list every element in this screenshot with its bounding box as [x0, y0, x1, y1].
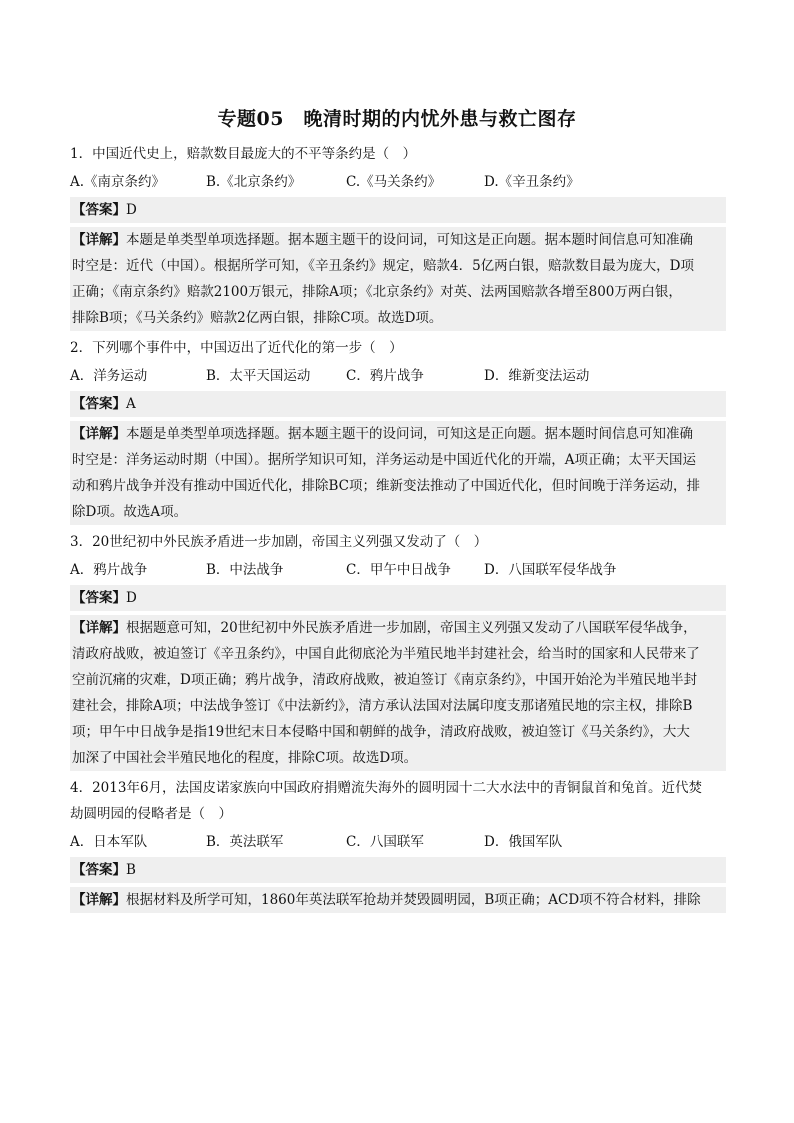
option-c: C．鸦片战争	[346, 368, 424, 384]
option-d: D．维新变法运动	[484, 368, 590, 384]
answer-label: 【答案】	[72, 862, 126, 878]
answer-box	[70, 585, 726, 611]
question-stem: 4．2013年6月，法国皮诺家族向中国政府捐赠流失海外的圆明园十二大水法中的青铜鼠首和兔首。近代焚	[70, 780, 703, 796]
answer-value: B	[126, 862, 136, 878]
detail-line: 时空是：洋务运动时期（中国）。据所学知识可知，洋务运动是中国近代化的开端，A项正确；太平天国运	[72, 452, 696, 468]
answer-value: A	[126, 396, 136, 412]
answer-box	[70, 391, 726, 417]
detail-label: 【详解】	[72, 232, 126, 248]
question-options	[70, 362, 726, 390]
question-1	[70, 141, 726, 331]
option-a: A．鸦片战争	[70, 562, 148, 578]
option-c: C．甲午中日战争	[346, 562, 451, 578]
option-b: B．中法战争	[206, 562, 284, 578]
detail-label: 【详解】	[72, 620, 126, 636]
answer-box	[70, 197, 726, 223]
detail-line: 项；甲午中日战争是指19世纪末日本侵略中国和朝鲜的战争，清政府战败，被迫签订《马关条约》，大大	[72, 724, 690, 740]
detail-label: 【详解】	[72, 426, 126, 442]
option-a: A．日本军队	[70, 834, 148, 850]
option-b: B.《北京条约》	[206, 174, 302, 190]
detail-line: 根据题意可知，20世纪初中外民族矛盾进一步加剧，帝国主义列强又发动了八国联军侵华战争，	[126, 620, 697, 636]
detail-label: 【详解】	[72, 892, 126, 908]
answer-label: 【答案】	[72, 202, 126, 218]
detail-line: 加深了中国社会半殖民地化的程度，排除C项。故选D项。	[72, 750, 418, 766]
detail-line: 清政府战败，被迫签订《辛丑条约》，中国自此彻底沦为半殖民地半封建社会，给当时的国家和人民带来了	[72, 646, 700, 662]
option-d: D．俄国军队	[484, 834, 563, 850]
detail-box	[70, 615, 726, 771]
question-3	[70, 529, 726, 771]
option-a: A．洋务运动	[70, 368, 148, 384]
option-c: C．八国联军	[346, 834, 424, 850]
option-b: B．英法联军	[206, 834, 284, 850]
answer-label: 【答案】	[72, 590, 126, 606]
answer-value: D	[126, 202, 137, 218]
detail-box	[70, 887, 726, 913]
question-options	[70, 556, 726, 584]
option-a: A.《南京条约》	[70, 174, 166, 190]
question-stem: 1．中国近代史上，赔款数目最庞大的不平等条约是（ ）	[70, 146, 417, 162]
answer-label: 【答案】	[72, 396, 126, 412]
question-stem: 2．下列哪个事件中，中国迈出了近代化的第一步（ ）	[70, 340, 403, 356]
detail-line: 时空是：近代（中国）。根据所学可知，《辛丑条约》规定，赔款4．5亿两白银，赔款数目最为庞大，D项	[72, 258, 695, 274]
detail-line: 排除B项；《马关条约》赔款2亿两白银，排除C项。故选D项。	[72, 310, 443, 326]
answer-value: D	[126, 590, 137, 606]
option-b: B．太平天国运动	[206, 368, 311, 384]
answer-box	[70, 857, 726, 883]
question-options	[70, 828, 726, 856]
option-d: D．八国联军侵华战争	[484, 562, 617, 578]
detail-line: 本题是单类型单项选择题。据本题主题干的设问词，可知这是正向题。据本题时间信息可知准确	[126, 232, 693, 248]
option-d: D.《辛丑条约》	[484, 174, 580, 190]
question-2	[70, 335, 726, 525]
detail-line: 根据材料及所学可知，1860年英法联军抢劫并焚毁圆明园，B项正确；ACD项不符合材料，排除	[126, 892, 701, 908]
question-stem: 劫圆明园的侵略者是（ ）	[70, 806, 232, 822]
detail-line: 动和鸦片战争并没有推动中国近代化，排除BC项；维新变法推动了中国近代化，但时间晚于洋务运动，排	[72, 478, 700, 494]
question-list	[70, 141, 726, 917]
option-c: C.《马关条约》	[346, 174, 442, 190]
detail-box	[70, 227, 726, 331]
page-title: 专题05 晚清时期的内忧外患与救亡图存	[217, 108, 577, 130]
detail-line: 空前沉痛的灾难，D项正确；鸦片战争，清政府战败，被迫签订《南京条约》，中国开始沦为半殖民地半封	[72, 672, 698, 688]
question-options	[70, 168, 726, 196]
question-4	[70, 775, 726, 913]
detail-line: 正确；《南京条约》赔款2100万银元，排除A项；《北京条约》对英、法两国赔款各增至800万两白银，	[72, 284, 682, 300]
detail-line: 建社会，排除A项；中法战争签订《中法新约》，清方承认法国对法属印度支那诸殖民地的宗主权，排除B	[72, 698, 693, 714]
question-stem: 3．20世纪初中外民族矛盾进一步加剧，帝国主义列强又发动了（ ）	[70, 534, 488, 550]
detail-box	[70, 421, 726, 525]
detail-line: 本题是单类型单项选择题。据本题主题干的设问词，可知这是正向题。据本题时间信息可知准确	[126, 426, 693, 442]
detail-line: 除D项。故选A项。	[72, 504, 188, 520]
